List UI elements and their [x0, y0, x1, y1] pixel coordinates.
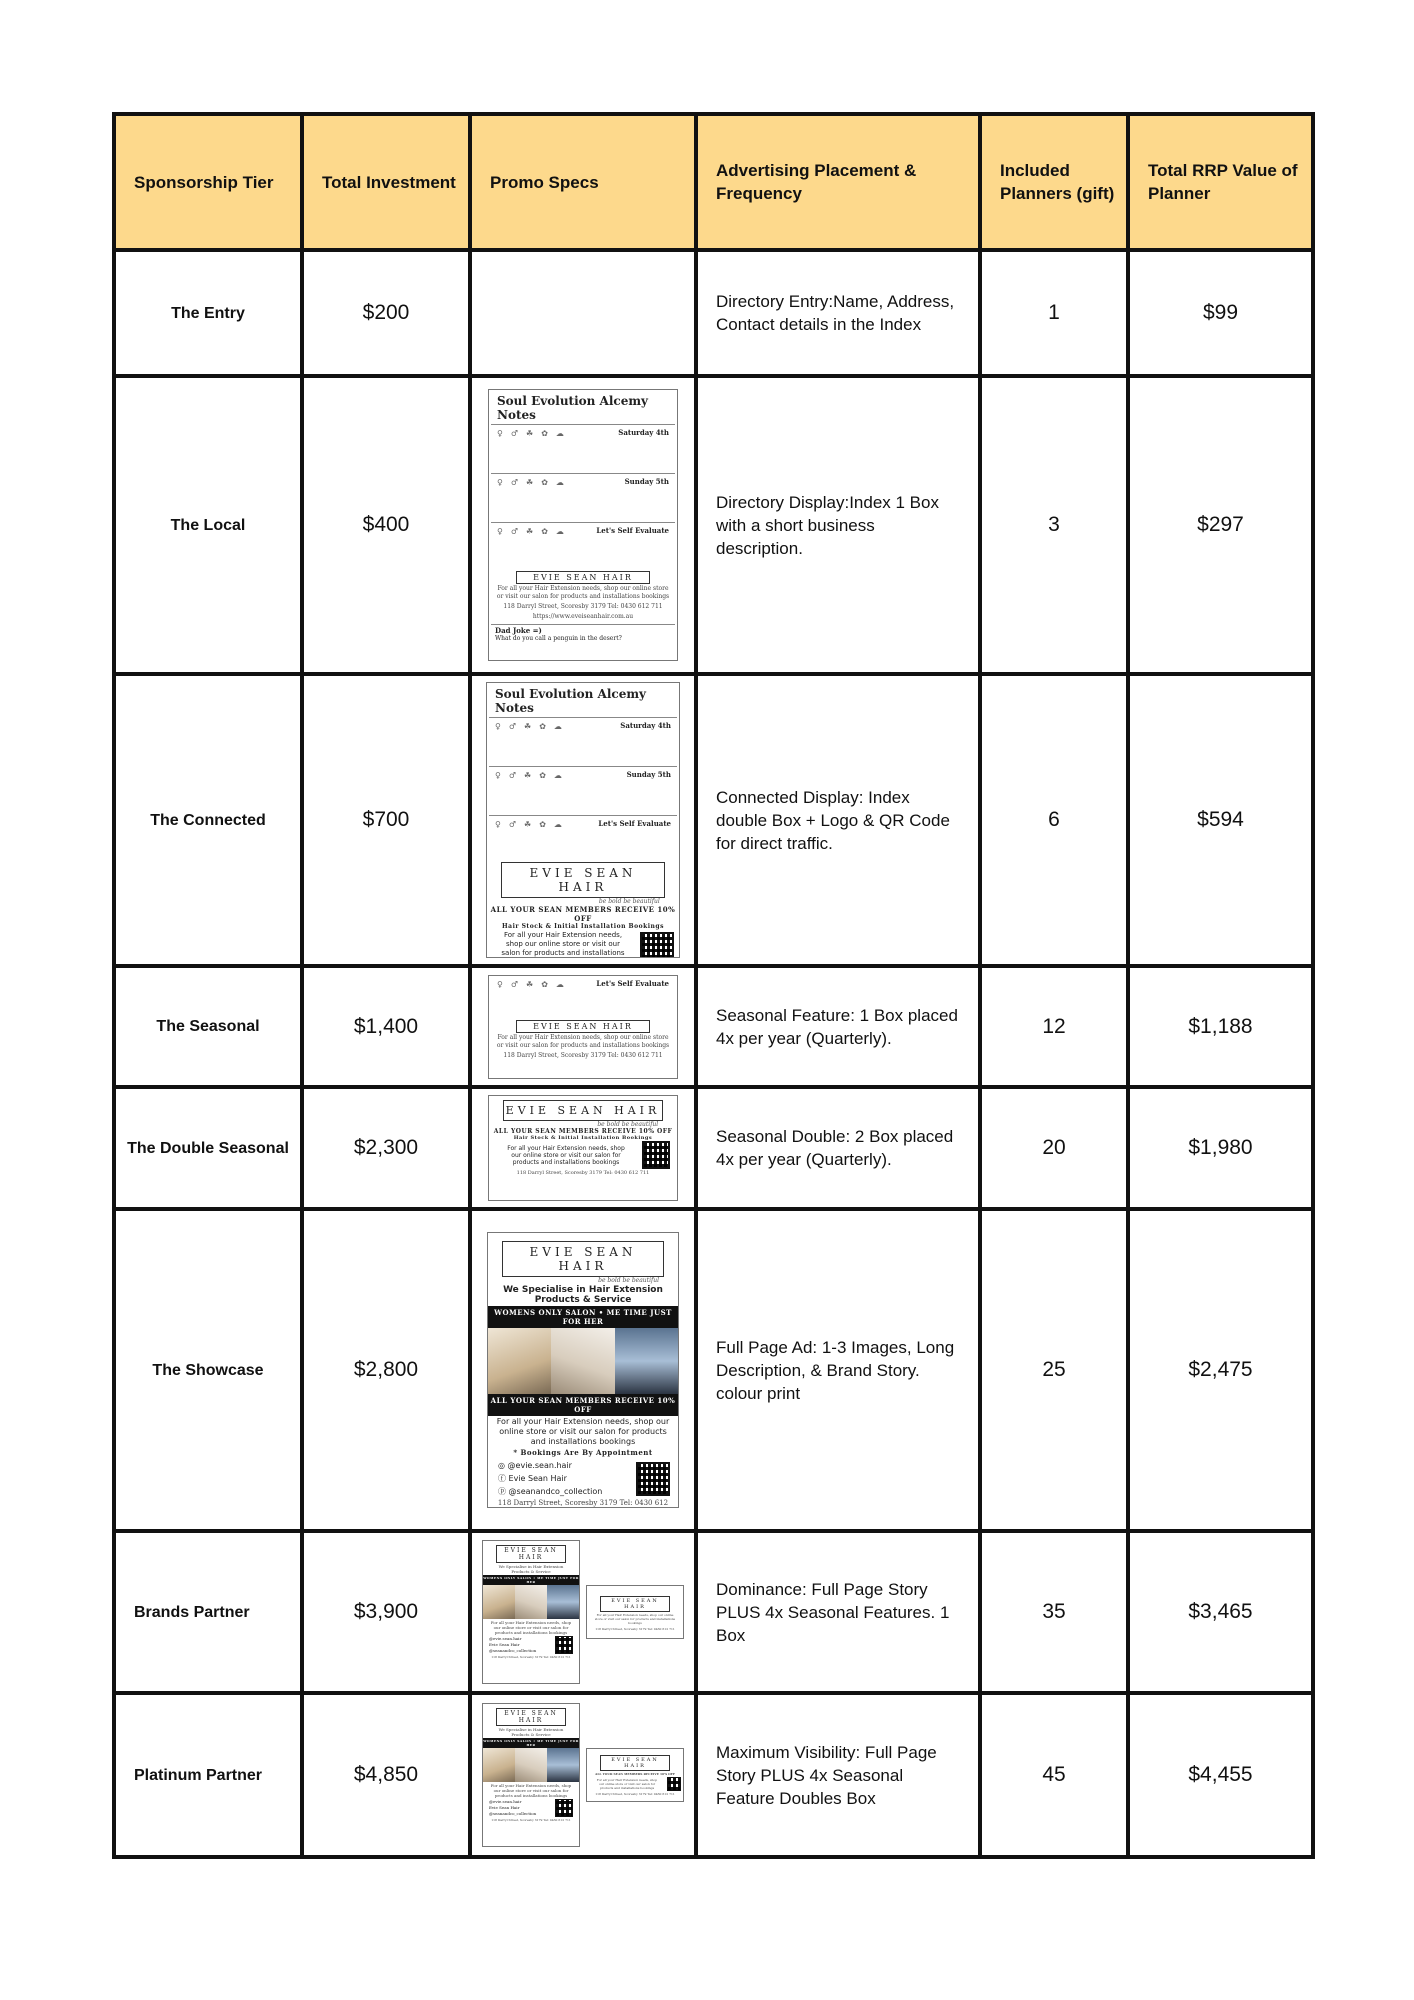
placement-text: Connected Display: Index double Box + Logo & QR Code for direct traffic.	[696, 674, 980, 966]
ad-text: For all your Hair Extension needs, shop our online store or visit our salon for products and installations bookings	[490, 1783, 572, 1798]
specialise-line: We Specialise in Hair Extension Products & Service	[498, 1727, 564, 1737]
day-label: Saturday 4th	[618, 428, 669, 437]
tier-name: The Seasonal	[114, 966, 302, 1087]
planner-icons: ♀♂☘✿☁	[495, 771, 570, 780]
placement-text: Directory Display:Index 1 Box with a short business description.	[696, 376, 980, 674]
members-offer: ALL YOUR SEAN MEMBERS RECEIVE 10% OFF	[493, 1128, 673, 1135]
ad-text: For all your Hair Extension needs, shop our online store or visit our salon for products and installations bookings	[496, 1417, 670, 1446]
promo-spec-thumbnail	[470, 966, 696, 1087]
ad-text: For all your Hair Extension needs, shop our online store or visit our salon for products and installations bookings	[594, 1613, 676, 1625]
brand-logo: EVIE SEAN HAIR	[502, 1241, 664, 1277]
day-label: Saturday 4th	[620, 721, 671, 730]
investment-value: $200	[302, 250, 470, 376]
ad-website: https://www.eveiseanhair.com.au	[532, 613, 634, 620]
members-offer: ALL YOUR SEAN MEMBERS RECEIVE 10% OFF	[490, 905, 676, 923]
planner-icons: ♀♂☘✿☁	[497, 429, 572, 438]
hair-photo-image	[483, 1585, 515, 1619]
hair-photo-image	[551, 1328, 614, 1394]
rrp-value: $594	[1128, 674, 1313, 966]
planner-icons: ♀♂☘✿☁	[497, 478, 572, 487]
facebook-text: Evie Sean Hair	[508, 1474, 567, 1483]
promo-spec-thumbnail	[470, 1209, 696, 1531]
notes-title: Soul Evolution Alcemy Notes	[495, 687, 647, 715]
table-header-row	[114, 114, 1313, 250]
header-promo-specs: Promo Specs	[470, 114, 696, 250]
promo-spec-thumbnail	[470, 1693, 696, 1857]
brand-logo: EVIE SEAN HAIR	[501, 862, 664, 898]
planners-count: 3	[980, 376, 1128, 674]
promo-spec-empty	[470, 250, 696, 376]
hair-photo-image	[615, 1328, 678, 1394]
planners-count: 45	[980, 1693, 1128, 1857]
ad-address: 118 Darryl Street, Scoresby 3179 Tel: 0430 612 711	[503, 1051, 663, 1059]
tier-name: Brands Partner	[114, 1531, 302, 1693]
instagram-handle: ◎ @evie.sean.hair	[498, 1461, 572, 1470]
full-page-ad-preview	[482, 1703, 580, 1847]
planner-icons: ♀♂☘✿☁	[495, 820, 570, 829]
brand-logo: EVIE SEAN HAIR	[600, 1755, 669, 1771]
stock-line: Hair Stock & Initial Installation Bookings	[502, 923, 664, 930]
appointment-note: * Bookings Are By Appointment	[513, 1448, 653, 1457]
full-page-ad-preview	[487, 1232, 679, 1508]
brand-tagline: be bold be beautiful	[597, 1121, 659, 1128]
table-row	[114, 376, 1313, 674]
table-row	[114, 674, 1313, 966]
double-box-preview	[586, 1748, 684, 1802]
ad-address: 118 Darryl Street, Scoresby 3179 Tel: 0430 612 711	[595, 1792, 675, 1796]
day-label: Let's Self Evaluate	[596, 526, 669, 535]
placement-text: Directory Entry:Name, Address, Contact details in the Index	[696, 250, 980, 376]
tier-name: The Double Seasonal	[114, 1087, 302, 1209]
facebook-handle: ⓕ Evie Sean Hair	[498, 1474, 567, 1483]
planners-count: 25	[980, 1209, 1128, 1531]
double-box-preview	[488, 1095, 678, 1201]
dad-joke-question: What do you call a penguin in the desert?	[495, 635, 622, 642]
ad-text: For all your Hair Extension needs, shop our online store or visit our salon for products and installations bookings	[596, 1778, 658, 1790]
sponsorship-table	[112, 112, 1315, 1859]
members-offer: ALL YOUR SEAN MEMBERS RECEIVE 10% OFF	[595, 1772, 675, 1776]
rrp-value: $4,455	[1128, 1693, 1313, 1857]
planners-count: 12	[980, 966, 1128, 1087]
day-label: Sunday 5th	[626, 770, 671, 779]
rrp-value: $3,465	[1128, 1531, 1313, 1693]
rrp-value: $297	[1128, 376, 1313, 674]
placement-text: Dominance: Full Page Story PLUS 4x Seasonal Features. 1 Box	[696, 1531, 980, 1693]
day-label: Sunday 5th	[624, 477, 669, 486]
table-row	[114, 966, 1313, 1087]
ad-text: For all your Hair Extension needs, shop our online store or visit our salon for products and installations bookings	[496, 1033, 670, 1049]
investment-value: $400	[302, 376, 470, 674]
notes-page-preview	[486, 682, 680, 958]
header-sponsorship-tier: Sponsorship Tier	[114, 114, 302, 250]
day-label: Let's Self Evaluate	[598, 819, 671, 828]
facebook-text: Evie Sean Hair	[489, 1805, 520, 1810]
seasonal-box-preview	[488, 975, 678, 1079]
notes-title: Soul Evolution Alcemy Notes	[497, 394, 649, 422]
promo-spec-thumbnail	[470, 674, 696, 966]
hair-photo-image	[547, 1585, 579, 1619]
tier-name: The Connected	[114, 674, 302, 966]
instagram-text: @evie.sean.hair	[489, 1799, 522, 1804]
instagram-text: @evie.sean.hair	[507, 1461, 572, 1470]
rrp-value: $2,475	[1128, 1209, 1313, 1531]
promo-spec-thumbnail	[470, 376, 696, 674]
notes-day-row	[491, 522, 675, 567]
planners-count: 35	[980, 1531, 1128, 1693]
qr-code-icon	[642, 1141, 670, 1169]
womens-salon-banner: WOMENS ONLY SALON • ME TIME JUST FOR HER	[483, 1576, 579, 1584]
brand-logo: EVIE SEAN HAIR	[516, 571, 650, 584]
notes-day-row	[489, 717, 677, 766]
promo-spec-thumbnail	[470, 1087, 696, 1209]
ad-text: For all your Hair Extension needs, shop our online store or visit our salon for products and installations bookings	[490, 1620, 572, 1635]
planner-icons: ♀♂☘✿☁	[495, 722, 570, 731]
planners-count: 6	[980, 674, 1128, 966]
header-included-planners: Included Planners (gift)	[980, 114, 1128, 250]
brand-tagline: be bold be beautiful	[598, 1277, 659, 1284]
qr-code-icon	[667, 1777, 681, 1791]
planner-icons: ♀♂☘✿☁	[497, 979, 572, 989]
womens-salon-banner: WOMENS ONLY SALON • ME TIME JUST FOR HER	[483, 1739, 579, 1747]
brand-logo: EVIE SEAN HAIR	[496, 1708, 565, 1726]
investment-value: $3,900	[302, 1531, 470, 1693]
notes-day-row	[489, 766, 677, 815]
tier-name: The Entry	[114, 250, 302, 376]
specialise-line: We Specialise in Hair Extension Products & Service	[498, 1564, 564, 1574]
table-row	[114, 250, 1313, 376]
header-total-investment: Total Investment	[302, 114, 470, 250]
planner-icons: ♀♂☘✿☁	[497, 527, 572, 536]
placement-text: Seasonal Feature: 1 Box placed 4x per year (Quarterly).	[696, 966, 980, 1087]
facebook-text: Evie Sean Hair	[489, 1642, 520, 1647]
notes-day-row	[489, 815, 677, 858]
pinterest-text: @seanandco_collection	[489, 1648, 537, 1653]
rrp-value: $1,980	[1128, 1087, 1313, 1209]
brand-logo: EVIE SEAN HAIR	[600, 1596, 669, 1612]
table-row	[114, 1531, 1313, 1693]
table-row	[114, 1087, 1313, 1209]
tier-name: Platinum Partner	[114, 1693, 302, 1857]
placement-text: Seasonal Double: 2 Box placed 4x per year (Quarterly).	[696, 1087, 980, 1209]
ad-address: 118 Darryl Street, Scoresby 3179 Tel: 0430 612 711	[595, 1627, 675, 1631]
rrp-value: $99	[1128, 250, 1313, 376]
ad-address: 118 Darryl Street, Scoresby 3179 Tel: 0430 612 711	[503, 603, 663, 610]
members-offer: ALL YOUR SEAN MEMBERS RECEIVE 10% OFF	[488, 1394, 678, 1416]
notes-day-row	[491, 424, 675, 473]
ad-address: 118 Darryl Street, Scoresby 3179 Tel: 0430 612 711	[516, 1170, 650, 1176]
brand-logo: EVIE SEAN HAIR	[503, 1100, 663, 1121]
ad-text: For all your Hair Extension needs, shop our online store or visit our salon for products and installations bookings	[496, 585, 670, 600]
womens-salon-banner: WOMENS ONLY SALON • ME TIME JUST FOR HER	[488, 1306, 678, 1328]
investment-value: $4,850	[302, 1693, 470, 1857]
notes-page-preview	[488, 389, 678, 661]
specialise-line: We Specialise in Hair Extension Products & Service	[503, 1285, 663, 1305]
rrp-value: $1,188	[1128, 966, 1313, 1087]
investment-value: $700	[302, 674, 470, 966]
hair-photo-image	[483, 1748, 515, 1782]
day-label: Let's Self Evaluate	[596, 978, 669, 988]
brand-logo: EVIE SEAN HAIR	[516, 1020, 650, 1033]
ad-address: 118 Darryl Street, Scoresby 3179 Tel: 0430 612	[497, 1499, 669, 1507]
hair-photos	[483, 1585, 579, 1619]
hair-photo-image	[488, 1328, 551, 1394]
hair-photos	[483, 1748, 579, 1782]
seasonal-box-preview	[586, 1585, 684, 1639]
investment-value: $1,400	[302, 966, 470, 1087]
tier-name: The Local	[114, 376, 302, 674]
hair-photos	[488, 1328, 678, 1394]
header-advertising-placement: Advertising Placement & Frequency	[696, 114, 980, 250]
qr-code-icon	[636, 1462, 670, 1496]
ad-text: For all your Hair Extension needs, shop our online store or visit our salon for products and installations	[501, 931, 625, 957]
hair-photo-image	[515, 1748, 547, 1782]
ad-text: For all your Hair Extension needs, shop our online store or visit our salon for products and installations bookings	[507, 1144, 625, 1166]
table-row	[114, 1209, 1313, 1531]
brand-logo: EVIE SEAN HAIR	[496, 1545, 565, 1563]
qr-code-icon	[640, 932, 674, 958]
notes-day-row	[491, 473, 675, 522]
investment-value: $2,300	[302, 1087, 470, 1209]
hair-photo-image	[547, 1748, 579, 1782]
header-total-rrp: Total RRP Value of Planner	[1128, 114, 1313, 250]
pinterest-text: @seanandco_collection	[508, 1487, 603, 1496]
ad-address: 118 Darryl Street, Scoresby 3179 Tel: 0430 612 711	[491, 1818, 571, 1822]
hair-photo-image	[515, 1585, 547, 1619]
stock-line: Hair Stock & Initial Installation Bookings	[513, 1135, 653, 1141]
placement-text: Maximum Visibility: Full Page Story PLUS 4x Seasonal Feature Doubles Box	[696, 1693, 980, 1857]
dad-joke-title: Dad Joke =)	[495, 626, 542, 635]
planners-count: 1	[980, 250, 1128, 376]
qr-code-icon	[555, 1636, 573, 1654]
placement-text: Full Page Ad: 1-3 Images, Long Description, & Brand Story. colour print	[696, 1209, 980, 1531]
promo-spec-thumbnail	[470, 1531, 696, 1693]
investment-value: $2,800	[302, 1209, 470, 1531]
ad-address: 118 Darryl Street, Scoresby 3179 Tel: 0430 612 711	[491, 1655, 571, 1659]
full-page-ad-preview	[482, 1540, 580, 1684]
planners-count: 20	[980, 1087, 1128, 1209]
table-row	[114, 1693, 1313, 1857]
qr-code-icon	[555, 1799, 573, 1817]
brand-tagline: be bold be beautiful	[598, 898, 660, 905]
instagram-text: @evie.sean.hair	[489, 1636, 522, 1641]
pinterest-text: @seanandco_collection	[489, 1811, 537, 1816]
pinterest-handle: ⓟ @seanandco_collection	[498, 1487, 603, 1496]
tier-name: The Showcase	[114, 1209, 302, 1531]
notes-day-row	[491, 976, 675, 1016]
